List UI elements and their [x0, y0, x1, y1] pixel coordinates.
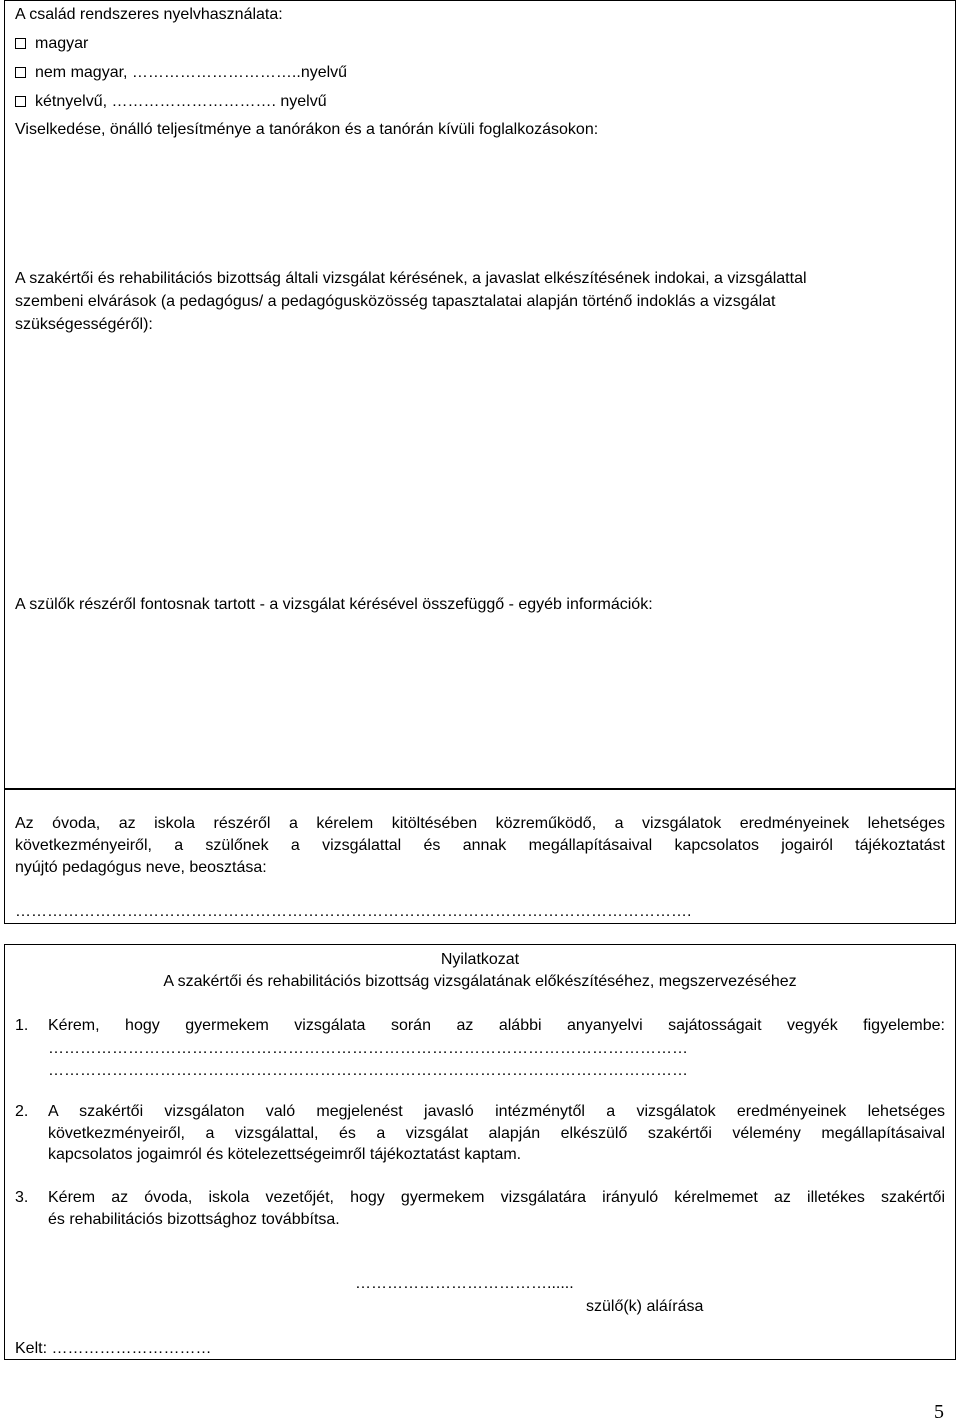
request-reason-line-1: A szakértői és rehabilitációs bizottság általi vizsgálat kérésének, a javaslat elkészítésének indokai, a vizsgálattal — [15, 270, 807, 287]
page-number: 5 — [934, 1401, 944, 1423]
item-number: 2. — [15, 1103, 29, 1120]
item-number: 1. — [15, 1017, 29, 1034]
declaration-box — [4, 944, 956, 1360]
teacher-line-2: következményeiről, a szülőnek a vizsgálattal és annak megállapításaival kapcsolatos jogairól tájékoztatást — [15, 837, 945, 854]
item-2-line-1: A szakértői vizsgálaton való megjelenést javasló intézménytől a vizsgálatok eredményeinek lehetséges — [48, 1103, 945, 1120]
signature-label: szülő(k) aláírása — [586, 1298, 704, 1315]
teacher-name-field[interactable]: ………………………………………………………………………………………………………………. — [15, 903, 692, 920]
date-field[interactable]: Kelt: ………………………… — [15, 1340, 212, 1357]
checkbox-icon[interactable] — [15, 38, 26, 49]
teacher-info-box — [4, 789, 956, 924]
request-reason-line-2: szembeni elvárások (a pedagógus/ a pedagógusközösség tapasztalatai alapján történő indoklás a vizsgálat — [15, 293, 776, 310]
option-non-hungarian[interactable] — [15, 62, 347, 83]
option-label: nem magyar, …………………………..nyelvű — [35, 64, 348, 81]
declaration-subtitle: A szakértői és rehabilitációs bizottság vizsgálatának előkészítéséhez, megszervezéséhez — [163, 973, 797, 990]
request-reason-line-3: szükségességéről): — [15, 316, 153, 333]
item-1-dots-1[interactable]: ………………………………………………………………………………………………………… — [48, 1040, 688, 1057]
item-3-line-1: Kérem az óvoda, iskola vezetőjét, hogy gyermekem vizsgálatára irányuló kérelmemet az illetékes szakértői — [48, 1189, 945, 1206]
option-label: kétnyelvű, …………………………. nyelvű — [35, 93, 327, 110]
family-info-box — [4, 0, 956, 789]
signature-line[interactable]: ………………………………...... — [355, 1275, 574, 1292]
item-3-line-2: és rehabilitációs bizottsághoz továbbítsa. — [48, 1211, 340, 1228]
option-bilingual[interactable] — [15, 91, 327, 112]
option-hungarian[interactable] — [15, 33, 88, 54]
family-language-title: A család rendszeres nyelvhasználata: — [15, 6, 283, 23]
item-number: 3. — [15, 1189, 29, 1206]
option-label: magyar — [35, 35, 89, 52]
parents-info-label: A szülők részéről fontosnak tartott - a vizsgálat kérésével összefüggő - egyéb információk: — [15, 596, 653, 613]
item-2-line-2: következményeiről, a vizsgálattal, és a vizsgálat alapján elkészülő szakértői vélemény megállapításaival — [48, 1125, 945, 1142]
checkbox-icon[interactable] — [15, 67, 26, 78]
checkbox-icon[interactable] — [15, 96, 26, 107]
item-1-dots-2[interactable]: ………………………………………………………………………………………………………… — [48, 1062, 688, 1079]
item-1-line-1: Kérem, hogy gyermekem vizsgálata során az alábbi anyanyelvi sajátosságait vegyék figyelembe: — [48, 1017, 945, 1034]
item-2-line-3: kapcsolatos jogaimról és kötelezettségeimről tájékoztatást kaptam. — [48, 1146, 522, 1163]
teacher-line-1: Az óvoda, az iskola részéről a kérelem kitöltésében közreműködő, a vizsgálatok eredményeinek lehetséges — [15, 815, 945, 832]
declaration-title: Nyilatkozat — [440, 951, 520, 968]
behaviour-label: Viselkedése, önálló teljesítménye a tanórákon és a tanórán kívüli foglalkozásokon: — [15, 121, 599, 138]
teacher-line-3: nyújtó pedagógus neve, beosztása: — [15, 859, 267, 876]
